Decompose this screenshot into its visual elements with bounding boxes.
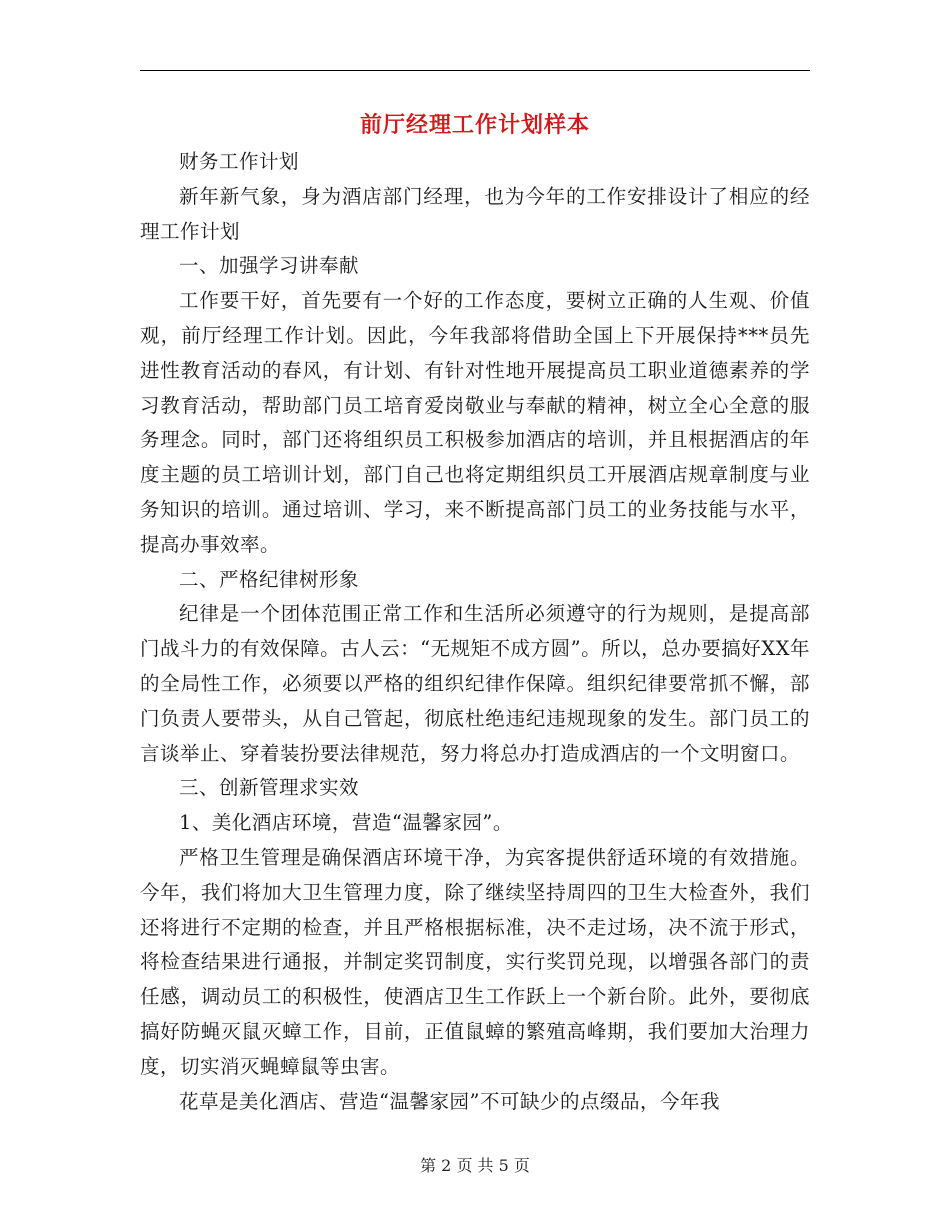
- heading-section-1: 一、加强学习讲奉献: [179, 254, 360, 278]
- header-rule: [140, 70, 810, 71]
- paragraph-flowers: 花草是美化酒店、营造“温馨家园”不可缺少的点缀品，今年我: [179, 1089, 720, 1113]
- paragraph-section-2: 纪律是一个团体范围正常工作和生活所必须遵守的行为规则，是提高部门战斗力的有效保障。古人云：“无规矩不成方圆”。所以，总办要搞好XX年的全局性工作，必须要以严格的组织纪律作保障。组织纪律要常抓不懈，部门负责人要带头，从自己管起，彻底杜绝违纪违规现象的发生。部门员工的言谈举止、穿着装扮要法律规范，努力将总办打造成酒店的一个文明窗口。: [140, 602, 810, 765]
- heading-section-3: 三、创新管理求实效: [179, 776, 360, 800]
- paragraph-intro: 新年新气象，身为酒店部门经理，也为今年的工作安排设计了相应的经理工作计划: [140, 184, 810, 243]
- subheading-3-1: 1、美化酒店环境，营造“温馨家园”。: [179, 811, 513, 835]
- paragraph-section-label: 财务工作计划: [179, 150, 300, 173]
- document-title: 前厅经理工作计划样本: [359, 112, 590, 138]
- document-body: [140, 145, 810, 1119]
- paragraph-hygiene: 严格卫生管理是确保酒店环境干净，为宾客提供舒适环境的有效措施。今年，我们将加大卫生管理力度，除了继续坚持周四的卫生大检查外，我们还将进行不定期的检查，并且严格根据标准，决不走过场，决不流于形式，将检查结果进行通报，并制定奖罚制度，实行奖罚兑现，以增强各部门的责任感，调动员工的积极性，使酒店卫生工作跃上一个新台阶。此外，要彻底搞好防蝇灭鼠灭蟑工作，目前，正值鼠蟑的繁殖高峰期，我们要加大治理力度，切实消灭蝇蟑鼠等虫害。: [140, 845, 810, 1078]
- page-number-footer: 第 2 页 共 5 页: [420, 1156, 530, 1175]
- heading-section-2: 二、严格纪律树形象: [179, 567, 360, 591]
- paragraph-section-1: 工作要干好，首先要有一个好的工作态度，要树立正确的人生观、价值观，前厅经理工作计划。因此，今年我部将借助全国上下开展保持***员先进性教育活动的春风，有计划、有针对性地开展提高员工职业道德素养的学习教育活动，帮助部门员工培育爱岗敬业与奉献的精神，树立全心全意的服务理念。同时，部门还将组织员工积极参加酒店的培训，并且根据酒店的年度主题的员工培训计划，部门自己也将定期组织员工开展酒店规章制度与业务知识的培训。通过培训、学习，来不断提高部门员工的业务技能与水平，提高办事效率。: [140, 289, 810, 556]
